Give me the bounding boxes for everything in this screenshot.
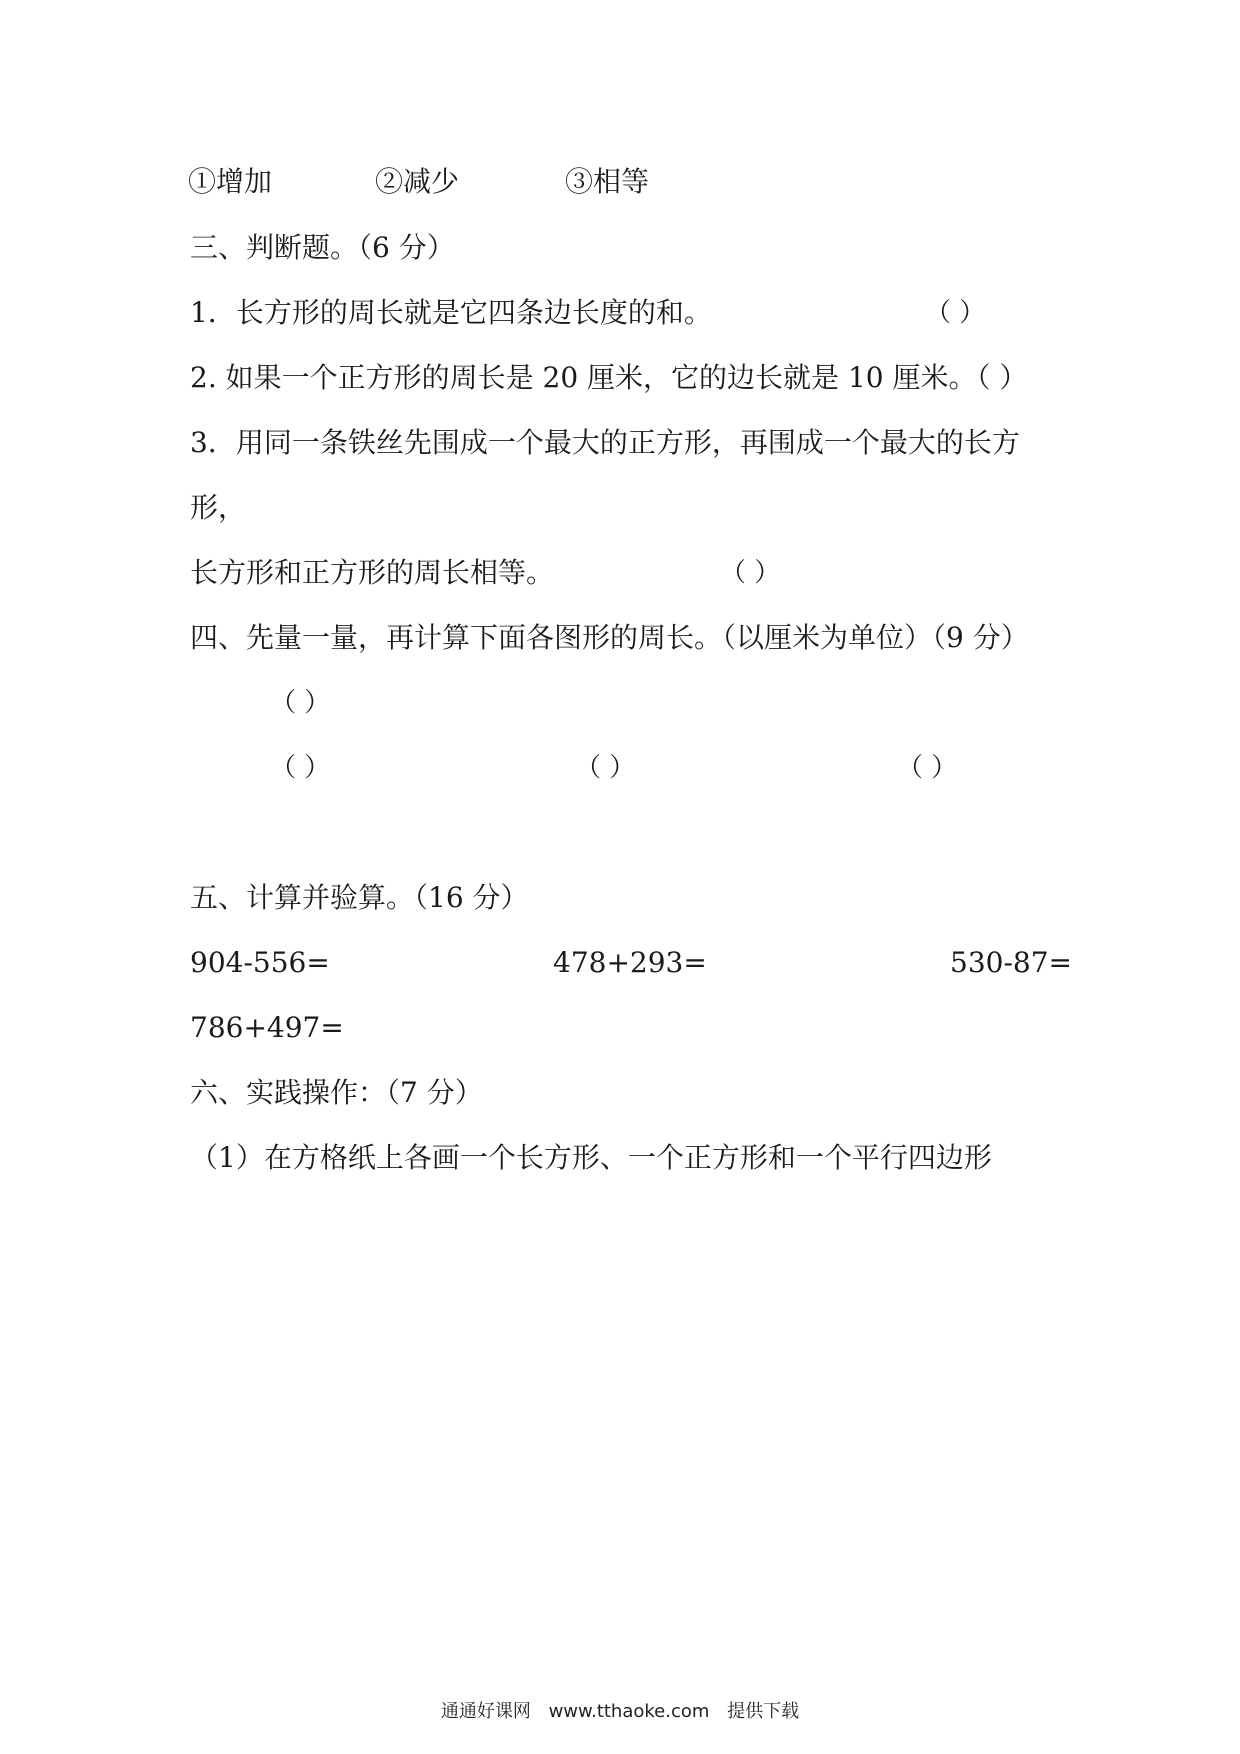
section-3-title: 三、判断题。（6 分） (190, 231, 455, 264)
option-increase: ①增加 (188, 165, 273, 198)
perimeter-answer-blank: （ ） (270, 688, 331, 718)
footer-note: 提供下载 (727, 1701, 800, 1722)
section-3-question-3-line-3: 长方形和正方形的周长相等。 (190, 556, 555, 589)
section-4-title: 四、先量一量，再计算下面各图形的周长。（以厘米为单位）（9 分） (190, 621, 1029, 654)
section-6-title: 六、实践操作：（7 分） (190, 1076, 483, 1109)
section-5-title: 五、计算并验算。（16 分） (190, 881, 529, 914)
footer-url[interactable]: www.tthaoke.com (548, 1701, 710, 1722)
page-footer (0, 1700, 1240, 1724)
option-decrease: ②减少 (375, 165, 460, 198)
option-equal: ③相等 (565, 165, 650, 198)
perimeter-answer-blank: （ ） (575, 753, 636, 783)
section-3-question-3-line-1: 3．用同一条铁丝先围成一个最大的正方形，再围成一个最大的长方 (190, 426, 1020, 459)
perimeter-answer-blank: （ ） (270, 753, 331, 783)
calculation-2: 478+293= (553, 946, 707, 979)
calculation-3: 530-87= (950, 946, 1072, 979)
perimeter-answer-blank: （ ） (897, 753, 958, 783)
section-6-question-1: （1）在方格纸上各画一个长方形、一个正方形和一个平行四边形 (190, 1141, 992, 1174)
answer-blank: （ ） (720, 558, 781, 588)
section-3-question-1: 1．长方形的周长就是它四条边长度的和。 (190, 296, 712, 329)
answer-blank: （ ） (925, 298, 986, 328)
footer-site-name: 通通好课网 (440, 1701, 531, 1722)
calculation-4: 786+497= (190, 1011, 344, 1044)
section-3-question-3-line-2: 形， (190, 491, 247, 524)
section-3-question-2: 2. 如果一个正方形的周长是 20 厘米，它的边长就是 10 厘米。（ ） (190, 361, 1028, 394)
calculation-1: 904-556= (190, 946, 330, 979)
